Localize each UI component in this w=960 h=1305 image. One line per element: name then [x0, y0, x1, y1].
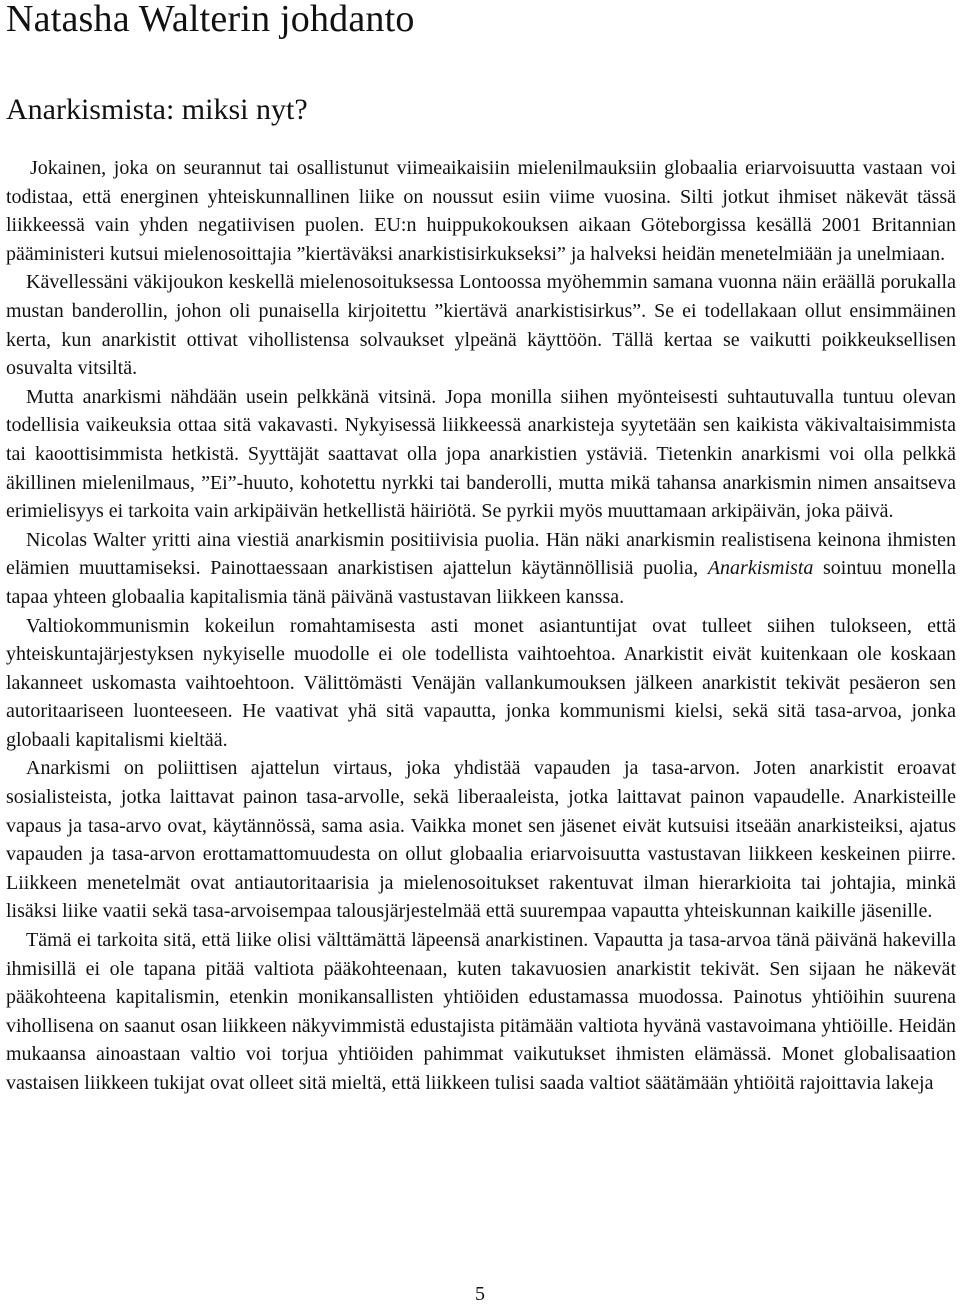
- paragraph: [6, 268, 956, 382]
- paragraph-text: Kävellessäni väkijoukon keskellä mielenosoituksessa Lontoossa myöhemmin samana vuonna näin eräällä porukalla mustan banderollin, johon oli punaisella kirjoitettu ”kiertävä anarkistisirkus”. Se ei todellakaan ollut ensimmäinen kerta, kun anarkistit ottivat vihollistensa solvaukset ylpeänä käyttöön. Tällä kertaa se vaikutti poikkeuksellisen osuvalta vitsiltä.: [6, 271, 956, 380]
- paragraph: [6, 154, 956, 268]
- chapter-title: Natasha Walterin johdanto: [6, 0, 415, 40]
- book-title-italic: Anarkismista: [707, 557, 814, 580]
- paragraph-text: sointuu monella tapaa yhteen globaalia kapitalismia tänä päivänä vastustavan liikkeen kanssa.: [6, 557, 956, 608]
- paragraph: [6, 526, 956, 612]
- document-page: [6, 0, 956, 1098]
- page-number: 5: [475, 1283, 485, 1305]
- section-heading: Anarkismista: miksi nyt?: [6, 93, 308, 126]
- paragraph-text: Jokainen, joka on seurannut tai osallistunut viimeaikaisiin mielenilmauksiin globaalia eriarvoisuutta vastaan voi todistaa, että energinen yhteiskunnallinen liike on noussut esiin viime vuosina. Silti jotkut ihmiset näkevät tässä liikkeessä vain yhden negatiivisen puolen. EU:n huippukokouksen aikaan Göteborgissa kesällä 2001 Britannian pääministeri kutsui mielenosoittajia ”kiertäväksi anarkistisirkukseksi” ja halveksi heidän menetelmiään ja unelmiaan.: [6, 157, 956, 265]
- paragraph-text: Anarkismi on poliittisen ajattelun virtaus, joka yhdistää vapauden ja tasa-arvon. Joten anarkistit eroavat sosialisteista, jotka laittavat painon tasa-arvolle, sekä liberaaleista, jotka laittavat painon vapaudelle. Anarkisteille vapaus ja tasa-arvo ovat, käytännössä, sama asia. Vaikka monet sen jäsenet eivät kutsuisi itseään anarkisteiksi, ajatus vapauden ja tasa-arvon erottamattomuudesta on ollut globaalia eriarvoisuutta vastustavan liikkeen keskeinen piirre. Liikkeen menetelmät ovat antiautoritaarisia ja mielenosoitukset rakentuvat ilman hierarkioita tai johtajia, minkä lisäksi liike vaatii sekä tasa-arvoisempaa talousjärjestelmää että suurempaa vapautta yhteiskunnan kaikille jäsenille.: [6, 757, 956, 923]
- paragraph-text: Nicolas Walter yritti aina viestiä anarkismin positiivisia puolia. Hän näki anarkismin realistisena keinona ihmisten elämien muuttamiseksi. Painottaessaan anarkistisen ajattelun käytännöllisiä puolia,: [6, 528, 956, 580]
- body-text: [6, 154, 956, 1098]
- paragraph: [6, 612, 956, 755]
- paragraph: [6, 754, 956, 926]
- paragraph-text: Tämä ei tarkoita sitä, että liike olisi välttämättä läpeensä anarkistinen. Vapautta ja tasa-arvoa tänä päivänä hakevilla ihmisillä ei ole tapana pitää valtiota pääkohteenaan, kuten takavuosien anarkistit tekivät. Sen sijaan he näkevät pääkohteena kapitalismin, etenkin monikansallisten yhtiöiden edustamassa muodossa. Painotus yhtiöihin suurena vihollisena on saanut osan liikkeen näkyvimmistä edustajista pitämään valtiota hyvänä vastavoimana yhtiöille. Heidän mukaansa ainoastaan valtio voi torjua yhtiöiden pahimmat vaikutukset ihmisten elämässä. Monet globalisaation vastaisen liikkeen tukijat ovat olleet sitä mieltä, että liikkeen tulisi saada valtiot säätämään yhtiöitä rajoittavia lakeja: [6, 929, 956, 1094]
- paragraph: [6, 383, 956, 526]
- paragraph: [6, 926, 956, 1098]
- paragraph-text: Valtiokommunismin kokeilun romahtamisesta asti monet asiantuntijat ovat tulleet siihen tulokseen, että yhteiskuntajärjestyksen nykyiselle muodolle ei ole todellista vaihtoehtoa. Anarkistit eivät kuitenkaan ole koskaan lakanneet uskomasta vaihtoehtoon. Välittömästi Venäjän vallankumouksen jälkeen anarkistit tekivät pesäeron sen autoritaariseen luonteeseen. He vaativat yhä sitä vapautta, jonka kommunismi kielsi, sekä sitä tasa-arvoa, jonka globaali kapitalismi kieltää.: [6, 614, 956, 751]
- paragraph-text: Mutta anarkismi nähdään usein pelkkänä vitsinä. Jopa monilla siihen myönteisesti suhtautuvalla tuntuu olevan todellisia vaikeuksia ottaa sitä vakavasti. Nykyisessä liikkeessä anarkisteja syytetään sen kaikista väkivaltaisimmista tai kaoottisimmista hetkistä. Syyttäjät saattavat olla jopa anarkistien ystäviä. Tietenkin anarkismi voi olla pelkkä äkillinen mielenilmaus, ”Ei”-huuto, kohotettu nyrkki tai banderolli, mutta mikä tahansa anarkismin nimen ansaitseva erimielisyys ei tarkoita vain arkipäivän hetkellistä häiriötä. Se pyrkii myös muuttamaan arkipäivän, joka päivä.: [6, 385, 956, 523]
